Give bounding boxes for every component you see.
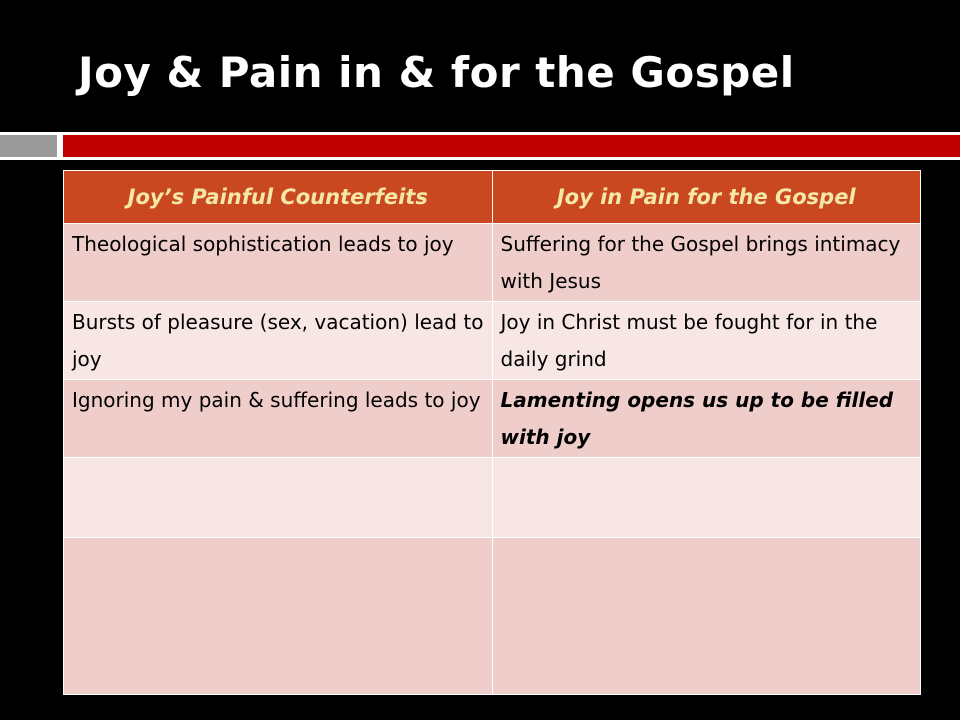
table-row xyxy=(64,380,921,458)
title-divider-bar xyxy=(0,132,960,160)
table-cell-emphasis: Lamenting opens us up to be filled with joy xyxy=(492,380,921,458)
table-cell: Theological sophistication leads to joy xyxy=(64,224,493,302)
column-header-joy-in-pain: Joy in Pain for the Gospel xyxy=(492,171,921,224)
column-header-counterfeits: Joy’s Painful Counterfeits xyxy=(64,171,493,224)
table-cell-empty xyxy=(492,538,921,695)
comparison-table xyxy=(63,170,921,695)
table-cell: Joy in Christ must be fought for in the daily grind xyxy=(492,302,921,380)
table-cell: Suffering for the Gospel brings intimacy with Jesus xyxy=(492,224,921,302)
table-row xyxy=(64,224,921,302)
divider-red-segment xyxy=(63,135,960,157)
table-row xyxy=(64,302,921,380)
table-cell: Ignoring my pain & suffering leads to joy xyxy=(64,380,493,458)
table-cell: Bursts of pleasure (sex, vacation) lead to joy xyxy=(64,302,493,380)
table-cell-empty xyxy=(64,538,493,695)
slide-title: Joy & Pain in & for the Gospel xyxy=(78,48,795,97)
table-row-empty xyxy=(64,458,921,538)
divider-gray-segment xyxy=(0,135,57,157)
table-cell-empty xyxy=(64,458,493,538)
table-cell-empty xyxy=(492,458,921,538)
table-row-empty xyxy=(64,538,921,695)
table-header-row xyxy=(64,171,921,224)
